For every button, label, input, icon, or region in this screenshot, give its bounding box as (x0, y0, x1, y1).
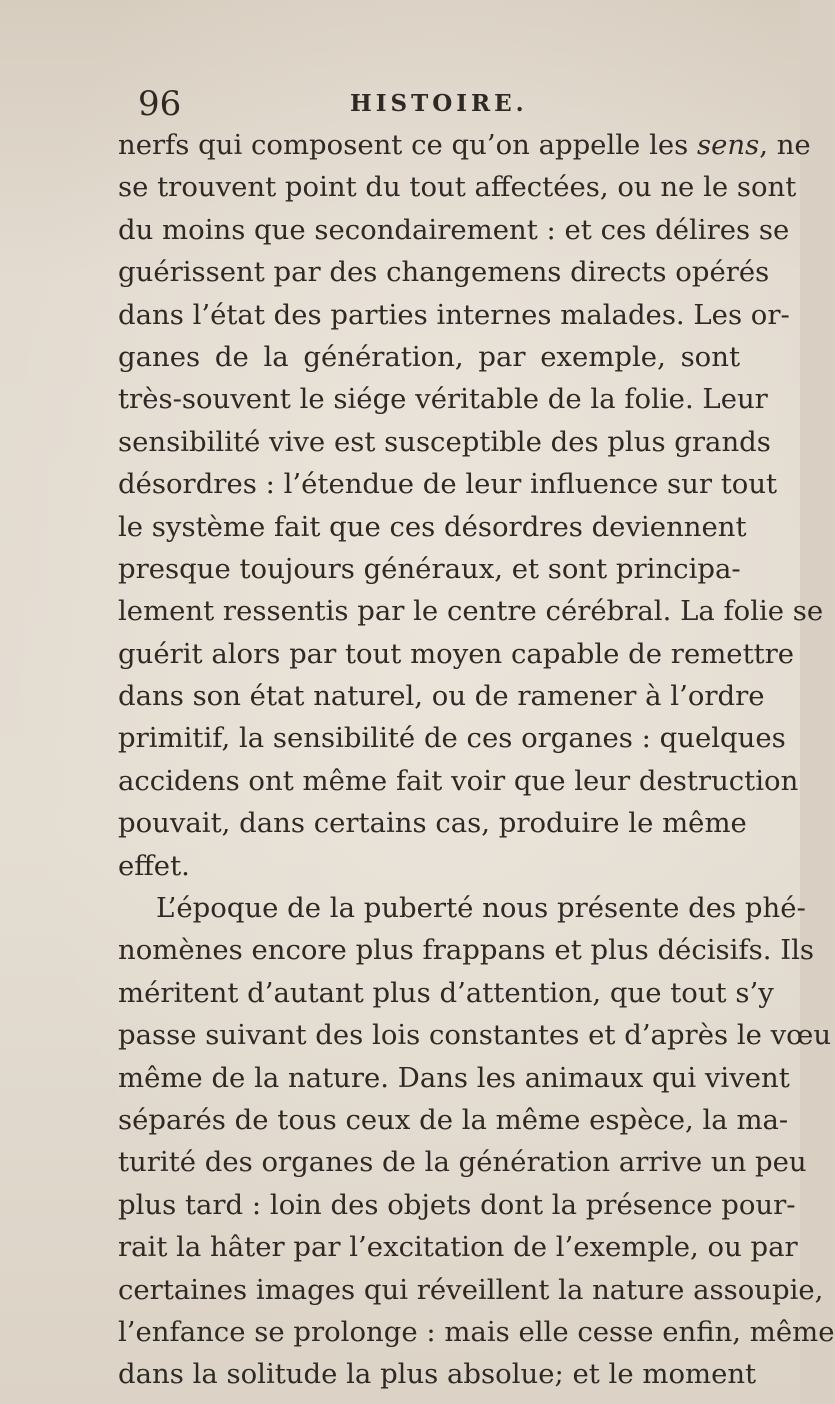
text-line (118, 124, 811, 166)
text-line: guérit alors par tout moyen capable de remettre (118, 637, 795, 670)
text-line: lement ressentis par le centre cérébral. La folie se (118, 595, 824, 628)
text-line: désordres : l’étendue de leur influence sur tout (118, 468, 778, 501)
text-line: turité des organes de la génération arrive un peu (118, 1146, 807, 1179)
text-run: , ne (759, 129, 811, 161)
text-line: l’enfance se prolonge : mais elle cesse enfin, même (118, 1315, 835, 1348)
text-line: très-souvent le siége véritable de la folie. Leur (118, 383, 768, 416)
text-line: accidens ont même fait voir que leur destruction (118, 764, 799, 797)
text-line: séparés de tous ceux de la même espèce, la ma- (118, 1103, 789, 1136)
body-text (118, 124, 835, 1396)
text-line: dans la solitude la plus absolue; et le moment (118, 1358, 757, 1391)
page-number: 96 (138, 84, 182, 124)
text-line: ganes de la génération, par exemple, sont (118, 340, 740, 373)
text-run: nerfs qui composent ce qu’on appelle les (118, 129, 697, 161)
text-line: rait la hâter par l’excitation de l’exemple, ou par (118, 1231, 798, 1264)
paragraph-2 (118, 887, 835, 1396)
text-line: dans l’état des parties internes malades. Les or- (118, 298, 790, 331)
text-line: L’époque de la puberté nous présente des phé- (156, 892, 806, 925)
text-line: nomènes encore plus frappans et plus décisifs. Ils (118, 934, 814, 967)
italic-word: sens (697, 129, 760, 161)
text-line: dans son état naturel, ou de ramener à l’ordre (118, 680, 765, 713)
running-title: HISTOIRE. (350, 90, 528, 117)
text-line: effet. (118, 849, 190, 882)
text-line: même de la nature. Dans les animaux qui vivent (118, 1061, 790, 1094)
text-line: presque toujours généraux, et sont principa- (118, 552, 741, 585)
text-line: du moins que secondairement : et ces délires se (118, 213, 790, 246)
page-header (138, 84, 738, 124)
text-line: se trouvent point du tout affectées, ou ne le sont (118, 171, 797, 204)
paragraph-1 (118, 124, 824, 887)
text-line: primitif, la sensibilité de ces organes : quelques (118, 722, 786, 755)
text-line: guérissent par des changemens directs opérés (118, 256, 770, 289)
text-line: certaines images qui réveillent la nature assoupie, (118, 1273, 824, 1306)
text-line: plus tard : loin des objets dont la présence pour- (118, 1188, 796, 1221)
text-line: sensibilité vive est susceptible des plus grands (118, 425, 771, 458)
text-line: pouvait, dans certains cas, produire le même (118, 807, 747, 840)
text-line: passe suivant des lois constantes et d’après le vœu (118, 1019, 832, 1052)
text-line: le système fait que ces désordres deviennent (118, 510, 747, 543)
text-line: méritent d’autant plus d’attention, que tout s’y (118, 976, 774, 1009)
